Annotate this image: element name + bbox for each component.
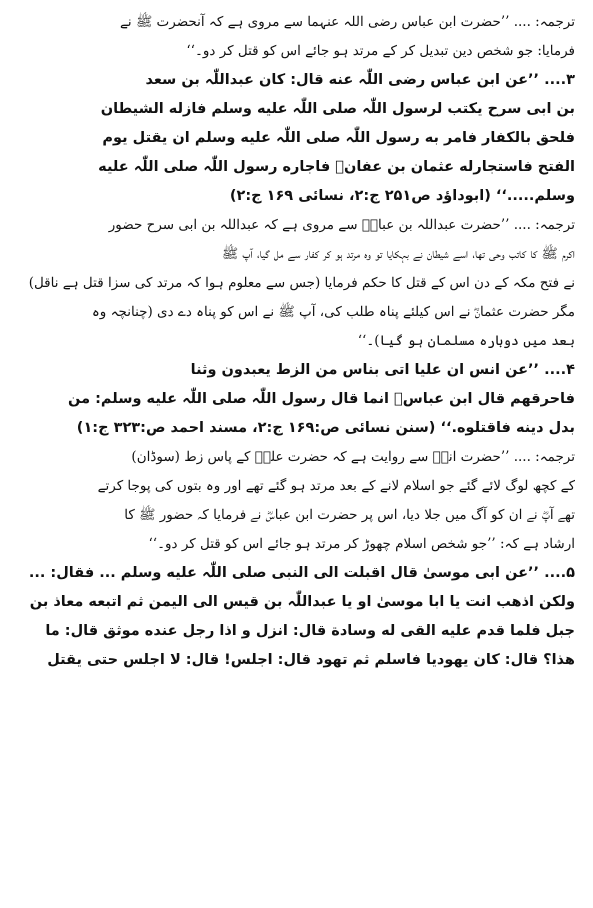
- text-line-6: الفتح فاستجارله عثمان بن عفانؓ فاجاره رسول اللّٰہ صلی اللّٰہ علیه: [98, 159, 575, 175]
- text-line-8: ترجمہ: .... ’’حضرت عبداللہ بن عباسؓ سے مروی ہے کہ عبداللہ بن ابی سرح حضور: [108, 217, 575, 233]
- text-line-3: ۳.... ’’عن ابن عباس رضی اللّٰہ عنه قال: کان عبداللّٰہ بن سعد: [145, 72, 575, 88]
- text-line-19: ارشاد ہے کہ: ’’جو شخص اسلام چھوڑ کر مرتد ہو جائے اس کو قتل کر دو۔‘‘: [148, 536, 575, 552]
- text-line-7: وسلم.....‘‘ (ابوداؤد ص۲۵۱ ج:۲، نسائی ۱۶۹ ج:۲): [229, 188, 575, 204]
- text-line-21: ولکن اذهب انت یا ابا موسیٰ او یا عبداللّٰہ بن قیس الی الیمن ثم اتبعه معاذ بن: [29, 594, 575, 610]
- text-line-4: بن ابی سرح یکتب لرسول اللّٰہ صلی اللّٰہ علیه وسلم فازله الشیطان: [100, 101, 575, 117]
- text-line-18: تھے آپؓ نے ان کو آگ میں جلا دیا، اس پر حضرت ابن عباسؓ نے فرمایا کہ حضور ﷺ کا: [124, 507, 575, 523]
- text-line-14: فاحرقهم قال ابن عباسؓ انما قال رسول اللّٰہ صلی اللّٰہ علیه وسلم: من: [68, 391, 575, 407]
- text-line-12: بعد میں دوبارہ مسلمان ہو گیا)۔‘‘: [357, 333, 575, 349]
- text-line-10: نے فتح مکہ کے دن اس کے قتل کا حکم فرمایا (جس سے معلوم ہوا کہ مرتد کی سزا قتل ہے ناقل): [28, 275, 575, 291]
- text-line-20: ۵.... ’’عن ابی موسیٰ قال اقبلت الی النبی صلی اللّٰہ علیه وسلم ... فقال: ...: [28, 565, 575, 581]
- text-line-9: اکرم ﷺ کا کاتب وحی تھا، اسے شیطان نے بہکایا تو وہ مرتد ہو کر کفار سے مل گیا، آپ ﷺ: [221, 246, 575, 262]
- text-line-1: ترجمہ: .... ’’حضرت ابن عباس رضی اللہ عنہما سے مروی ہے کہ آنحضرت ﷺ نے: [120, 14, 575, 30]
- text-line-11: مگر حضرت عثمانؓ نے اس کیلئے پناہ طلب کی، آپ ﷺ نے اس کو پناہ دے دی (چنانچہ وہ: [91, 304, 575, 320]
- text-line-15: بدل دینه فاقتلوه.‘‘ (سنن نسائی ص:۱۶۹ ج:۲، مسند احمد ص:۳۲۳ ج:۱): [76, 420, 575, 436]
- text-line-16: ترجمہ: .... ’’حضرت انسؓ سے روایت ہے کہ حضرت علیؓ کے پاس زط (سوڈان): [131, 449, 575, 465]
- text-line-23: هذا؟ قال: کان یهودیا فاسلم ثم تهود قال: اجلس! قال: لا اجلس حتی یقتل: [47, 652, 575, 668]
- text-line-22: جبل فلما قدم علیه القی له وسادة قال: انزل و اذا رجل عنده موثق قال: ما: [45, 623, 575, 639]
- text-line-13: ۴.... ’’عن انس ان علیا اتی بناس من الزط یعبدون وثنا: [190, 362, 575, 378]
- text-line-5: فلحق بالکفار فامر به رسول اللّٰہ صلی اللّٰہ علیه وسلم ان یقتل یوم: [102, 130, 575, 146]
- text-line-17: کے کچھ لوگ لائے گئے جو اسلام لانے کے بعد مرتد ہو گئے تھے اور وہ بتوں کی پوجا کرتے: [97, 478, 575, 494]
- text-line-2: فرمایا: جو شخص دین تبدیل کر کے مرتد ہو جائے اس کو قتل کر دو۔‘‘: [186, 43, 575, 59]
